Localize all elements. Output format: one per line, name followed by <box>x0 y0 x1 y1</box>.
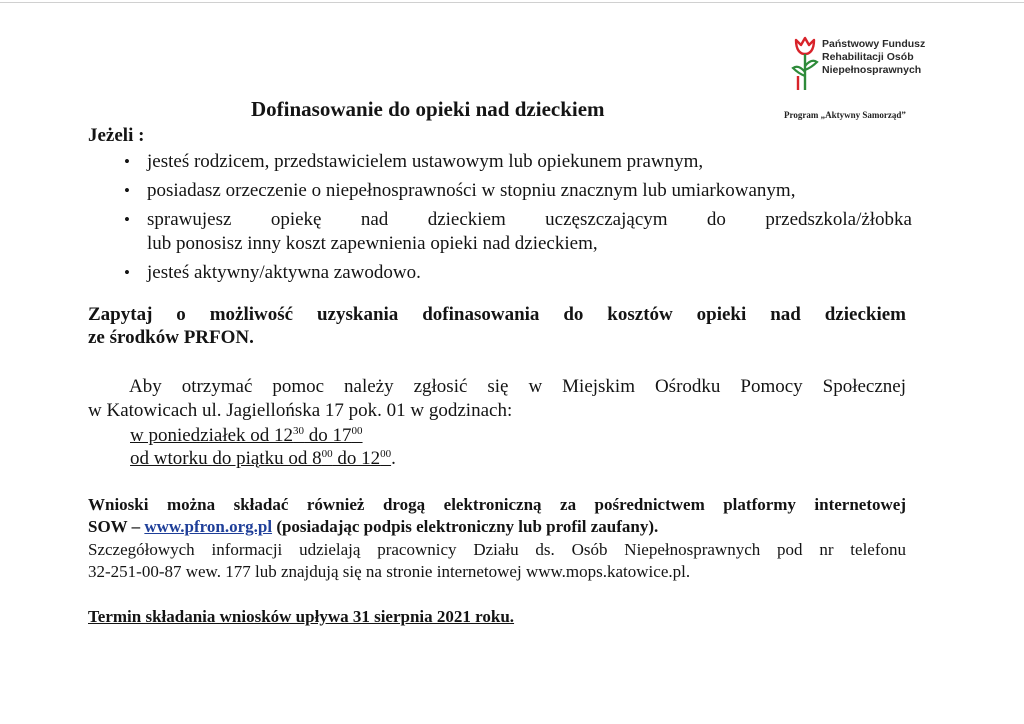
list-item <box>122 208 912 256</box>
bullet-icon: • <box>124 152 130 171</box>
page-title: Dofinasowanie do opieki nad dzieckiem <box>251 97 605 121</box>
list-item-text: jesteś rodzicem, przedstawicielem ustawowym lub opiekunem prawnym, <box>147 151 704 172</box>
bullet-icon: • <box>124 263 130 282</box>
logo-line-3: Niepełnosprawnych <box>822 64 922 76</box>
logo-line-2: Rehabilitacji Osób <box>822 51 914 63</box>
list-item <box>122 150 912 174</box>
ask-paragraph-line-2: ze środków PRFON. <box>88 327 254 348</box>
office-paragraph-line-2: w Katowicach ul. Jagiellońska 17 pok. 01 w godzinach: <box>88 400 513 421</box>
list-item-text: posiadasz orzeczenie o niepełnosprawności w stopniu znacznym lub umiarkowanym, <box>147 180 796 201</box>
logo-line-1: Państwowy Fundusz <box>822 38 926 50</box>
hours-tuesday-friday: od wtorku do piątku od $8^{00}$ do $12^{00}$. <box>130 448 396 469</box>
pfron-logo <box>790 36 950 96</box>
pfron-link[interactable]: www.pfron.org.pl <box>144 517 273 536</box>
bullet-icon: • <box>124 181 130 200</box>
list-item <box>122 261 912 285</box>
office-paragraph-line-1: Aby otrzymać pomoc należy zgłosić się w Miejskim Ośrodku Pomocy Społecznej <box>129 376 906 397</box>
list-item-text-continued: lub ponosisz inny koszt zapewnienia opieki nad dzieckiem, <box>147 233 598 254</box>
details-paragraph-line-2: 32-251-00-87 wew. 177 lub znajdują się na stronie internetowej www.mops.katowice.pl. <box>88 562 691 581</box>
program-name: Program „Aktywny Samorząd” <box>784 110 906 120</box>
ask-paragraph-line-1: Zapytaj o możliwość uzyskania dofinasowania do kosztów opieki nad dzieckiem <box>88 304 906 325</box>
list-item-text: sprawujesz opiekę nad dzieckiem uczęszczającym do przedszkola/żłobka <box>147 209 912 230</box>
deadline-note: Termin składania wniosków upływa 31 sierpnia 2021 roku. <box>88 607 515 626</box>
logo-text <box>822 38 925 77</box>
hours-monday: w poniedziałek od $12^{30}$ do $17^{00}$ <box>130 425 363 446</box>
online-paragraph-line-2: SOW – www.pfron.org.pl (posiadając podpis elektroniczny lub profil zaufany). <box>88 517 659 536</box>
conditions-list <box>122 150 912 290</box>
list-item <box>122 179 912 203</box>
details-paragraph-line-1: Szczegółowych informacji udzielają pracownicy Działu ds. Osób Niepełnosprawnych pod nr telefonu <box>88 540 906 559</box>
online-paragraph-line-1: Wnioski można składać również drogą elektroniczną za pośrednictwem platformy internetowej <box>88 495 906 514</box>
scan-edge-line <box>0 2 1024 3</box>
bullet-icon: • <box>124 210 130 229</box>
tulip-icon <box>790 36 820 92</box>
list-item-text: jesteś aktywny/aktywna zawodowo. <box>147 262 421 283</box>
opening-hours <box>130 424 396 470</box>
intro-heading: Jeżeli : <box>88 125 145 146</box>
